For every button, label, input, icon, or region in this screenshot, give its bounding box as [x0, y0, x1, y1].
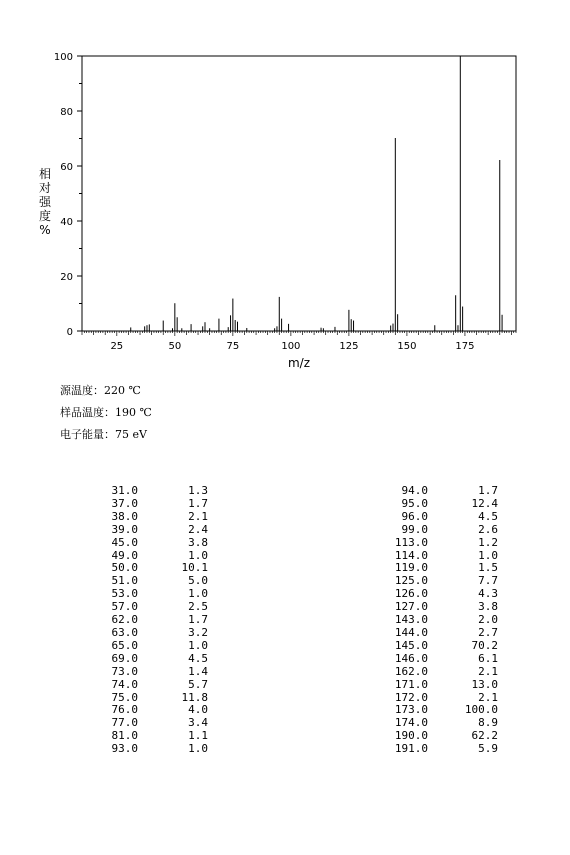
mz-cell: 63.0	[111, 625, 138, 639]
mz-cell: 95.0	[401, 496, 428, 510]
abundance-cell: 12.4	[471, 496, 498, 510]
mz-cell: 191.0	[394, 742, 428, 756]
mz-cell: 125.0	[394, 574, 428, 588]
table-row	[388, 679, 498, 692]
mz-cell: 49.0	[111, 548, 138, 562]
mz-cell: 77.0	[111, 716, 138, 730]
mz-cell: 114.0	[394, 548, 428, 562]
abundance-cell: 5.9	[478, 742, 498, 756]
mz-cell: 94.0	[401, 484, 428, 497]
abundance-cell: 4.5	[478, 509, 498, 523]
abundance-cell: 4.5	[188, 651, 208, 665]
conditions-block	[60, 380, 152, 446]
x-tick-label: 150	[397, 341, 417, 352]
abundance-cell: 2.7	[478, 625, 498, 639]
abundance-cell: 3.2	[188, 625, 208, 639]
table-row	[108, 498, 208, 511]
mz-cell: 145.0	[394, 638, 428, 652]
y-axis-label-char: 对	[38, 181, 52, 195]
y-tick-label: 60	[60, 162, 73, 173]
mz-cell: 69.0	[111, 651, 138, 665]
y-axis-label-char: 强	[38, 195, 52, 209]
abundance-cell: 70.2	[471, 638, 498, 652]
y-axis-label-char: 相	[38, 167, 52, 181]
abundance-cell: 1.7	[188, 496, 208, 510]
y-tick-label: 80	[60, 107, 73, 118]
peak-table-right	[388, 485, 498, 756]
y-axis-label-char: 度	[38, 209, 52, 223]
abundance-cell: 2.1	[478, 664, 498, 678]
table-row	[388, 666, 498, 679]
peak-table-left	[108, 485, 208, 756]
mz-cell: 143.0	[394, 613, 428, 627]
mz-cell: 73.0	[111, 664, 138, 678]
abundance-cell: 7.7	[478, 574, 498, 588]
abundance-cell: 2.4	[188, 522, 208, 536]
abundance-cell: 1.7	[478, 484, 498, 497]
abundance-cell: 3.8	[478, 600, 498, 614]
table-row	[388, 511, 498, 524]
y-axis-label-char: %	[39, 223, 51, 237]
mz-cell: 31.0	[111, 484, 138, 497]
electron-energy: 电子能量：75 eV	[60, 428, 147, 441]
table-row	[108, 743, 208, 756]
abundance-cell: 5.0	[188, 574, 208, 588]
mz-cell: 146.0	[394, 651, 428, 665]
abundance-cell: 2.6	[478, 522, 498, 536]
abundance-cell: 2.0	[478, 613, 498, 627]
x-axis-label: m/z	[287, 356, 311, 370]
mz-cell: 37.0	[111, 496, 138, 510]
abundance-cell: 1.0	[478, 548, 498, 562]
mass-spectrum-chart	[0, 0, 570, 380]
mz-cell: 93.0	[111, 742, 138, 756]
mz-cell: 81.0	[111, 729, 138, 743]
abundance-cell: 13.0	[471, 677, 498, 691]
table-row	[388, 627, 498, 640]
mz-cell: 172.0	[394, 690, 428, 704]
mz-cell: 75.0	[111, 690, 138, 704]
mz-cell: 53.0	[111, 587, 138, 601]
x-tick-label: 75	[226, 341, 240, 352]
abundance-cell: 1.4	[188, 664, 208, 678]
mz-cell: 65.0	[111, 638, 138, 652]
abundance-cell: 11.8	[181, 690, 208, 704]
x-tick-label: 100	[281, 341, 301, 352]
table-row	[108, 537, 208, 550]
table-row	[388, 537, 498, 550]
table-row	[388, 640, 498, 653]
abundance-cell: 5.7	[188, 677, 208, 691]
y-tick-label: 0	[66, 327, 73, 338]
y-tick-label: 40	[60, 217, 73, 228]
abundance-cell: 6.1	[478, 651, 498, 665]
y-tick-label: 20	[60, 272, 73, 283]
table-row	[388, 485, 498, 498]
table-row	[108, 524, 208, 537]
table-row	[108, 627, 208, 640]
abundance-cell: 62.2	[471, 729, 498, 743]
abundance-cell: 2.1	[188, 509, 208, 523]
table-row	[388, 653, 498, 666]
x-tick-label: 25	[110, 341, 124, 352]
mz-cell: 173.0	[394, 703, 428, 717]
mz-cell: 99.0	[401, 522, 428, 536]
table-row	[108, 485, 208, 498]
table-row	[388, 524, 498, 537]
mz-cell: 51.0	[111, 574, 138, 588]
abundance-cell: 4.3	[478, 587, 498, 601]
abundance-cell: 1.1	[188, 729, 208, 743]
mz-cell: 144.0	[394, 625, 428, 639]
abundance-cell: 1.0	[188, 587, 208, 601]
x-tick-label: 50	[168, 341, 182, 352]
table-row	[388, 498, 498, 511]
mz-cell: 57.0	[111, 600, 138, 614]
mz-cell: 62.0	[111, 613, 138, 627]
mz-cell: 76.0	[111, 703, 138, 717]
mz-cell: 119.0	[394, 561, 428, 575]
mz-cell: 171.0	[394, 677, 428, 691]
mz-cell: 74.0	[111, 677, 138, 691]
table-row	[108, 511, 208, 524]
abundance-cell: 1.2	[478, 535, 498, 549]
abundance-cell: 1.0	[188, 548, 208, 562]
table-row	[388, 743, 498, 756]
source-temperature: 源温度：220 ℃	[60, 384, 141, 397]
table-row	[108, 640, 208, 653]
x-tick-label: 175	[455, 341, 475, 352]
mz-cell: 96.0	[401, 509, 428, 523]
abundance-cell: 4.0	[188, 703, 208, 717]
mz-cell: 113.0	[394, 535, 428, 549]
abundance-cell: 2.5	[188, 600, 208, 614]
abundance-cell: 100.0	[464, 703, 498, 717]
x-tick-label: 125	[339, 341, 359, 352]
table-row	[108, 653, 208, 666]
mz-cell: 127.0	[394, 600, 428, 614]
sample-temperature: 样品温度：190 ℃	[60, 406, 152, 419]
table-row	[108, 679, 208, 692]
mz-cell: 174.0	[394, 716, 428, 730]
mz-cell: 190.0	[394, 729, 428, 743]
abundance-cell: 3.8	[188, 535, 208, 549]
abundance-cell: 1.5	[478, 561, 498, 575]
mz-cell: 45.0	[111, 535, 138, 549]
y-tick-label: 100	[53, 52, 73, 63]
table-row	[108, 666, 208, 679]
abundance-cell: 10.1	[181, 561, 208, 575]
mz-cell: 50.0	[111, 561, 138, 575]
mz-cell: 162.0	[394, 664, 428, 678]
mz-cell: 126.0	[394, 587, 428, 601]
abundance-cell: 1.0	[188, 742, 208, 756]
abundance-cell: 1.3	[188, 484, 208, 497]
abundance-cell: 3.4	[188, 716, 208, 730]
mz-cell: 39.0	[111, 522, 138, 536]
abundance-cell: 1.7	[188, 613, 208, 627]
abundance-cell: 8.9	[478, 716, 498, 730]
mz-cell: 38.0	[111, 509, 138, 523]
abundance-cell: 1.0	[188, 638, 208, 652]
plot-frame	[82, 56, 516, 331]
abundance-cell: 2.1	[478, 690, 498, 704]
